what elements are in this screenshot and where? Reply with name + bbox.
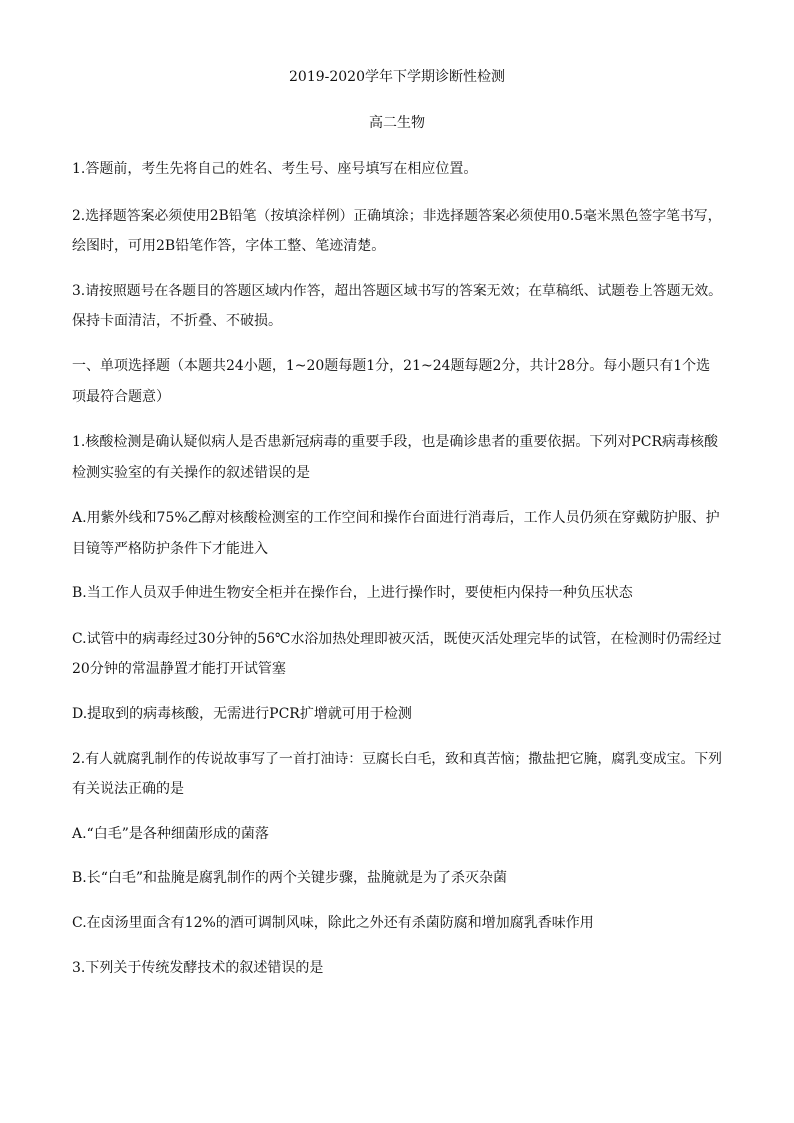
question-1-option-c-line-1: C.试管中的病毒经过30分钟的56℃水浴加热处理即被灭活，既使灭活处理完毕的试管，在检测时仍需经过 xyxy=(72,631,722,647)
question-3-stem: 3.下列关于传统发酵技术的叙述错误的是 xyxy=(72,960,324,976)
question-1-option-a-line-2: 目镜等严格防护条件下才能进入 xyxy=(72,541,268,557)
instruction-3-line-1: 3.请按照题号在各题目的答题区域内作答，超出答题区域书写的答案无效；在草稿纸、试题卷上答题无效。 xyxy=(72,283,723,299)
instruction-2-line-1: 2.选择题答案必须使用2B铅笔（按填涂样例）正确填涂；非选择题答案必须使用0.5毫米黑色签字笔书写， xyxy=(72,208,722,224)
question-2-option-b: B.长“白毛”和盐腌是腐乳制作的两个关键步骤，盐腌就是为了杀灭杂菌 xyxy=(72,870,508,886)
question-1-stem-line-2: 检测实验室的有关操作的叙述错误的是 xyxy=(72,465,310,481)
question-2-option-a: A.“白毛”是各种细菌形成的菌落 xyxy=(72,826,269,842)
exam-title: 2019-2020学年下学期诊断性检测 xyxy=(289,69,505,85)
question-1-option-a-line-1: A.用紫外线和75%乙醇对核酸检测室的工作空间和操作台面进行消毒后，工作人员仍须在穿戴防护服、护 xyxy=(72,510,720,526)
question-1-option-c-line-2: 20分钟的常温静置才能打开试管塞 xyxy=(72,661,286,677)
instruction-3-line-2: 保持卡面清洁，不折叠、不破损。 xyxy=(72,313,282,329)
section-heading-line-1: 一、单项选择题（本题共24小题，1~20题每题1分，21~24题每题2分，共计28分。每小题只有1个选 xyxy=(72,358,711,374)
instruction-1-line-1: 1.答题前，考生先将自己的姓名、考生号、座号填写在相应位置。 xyxy=(72,161,478,177)
instruction-2-line-2: 绘图时，可用2B铅笔作答，字体工整、笔迹清楚。 xyxy=(72,238,386,254)
question-2-stem-line-2: 有关说法正确的是 xyxy=(72,781,184,797)
question-1-option-b: B.当工作人员双手伸进生物安全柜并在操作台，上进行操作时，要使柜内保持一种负压状态 xyxy=(72,585,633,601)
question-2-stem-line-1: 2.有人就腐乳制作的传说故事写了一首打油诗：豆腐长白毛，致和真苦恼；撒盐把它腌，腐乳变成宝。下列 xyxy=(72,751,723,767)
subject-title: 高二生物 xyxy=(369,115,425,131)
question-1-option-d: D.提取到的病毒核酸，无需进行PCR扩增就可用于检测 xyxy=(72,706,412,722)
section-heading-line-2: 项最符合题意） xyxy=(72,389,170,405)
question-1-stem-line-1: 1.核酸检测是确认疑似病人是否患新冠病毒的重要手段，也是确诊患者的重要依据。下列对PCR病毒核酸 xyxy=(72,434,719,450)
question-2-option-c: C.在卤汤里面含有12%的酒可调制风味，除此之外还有杀菌防腐和增加腐乳香味作用 xyxy=(72,915,594,931)
